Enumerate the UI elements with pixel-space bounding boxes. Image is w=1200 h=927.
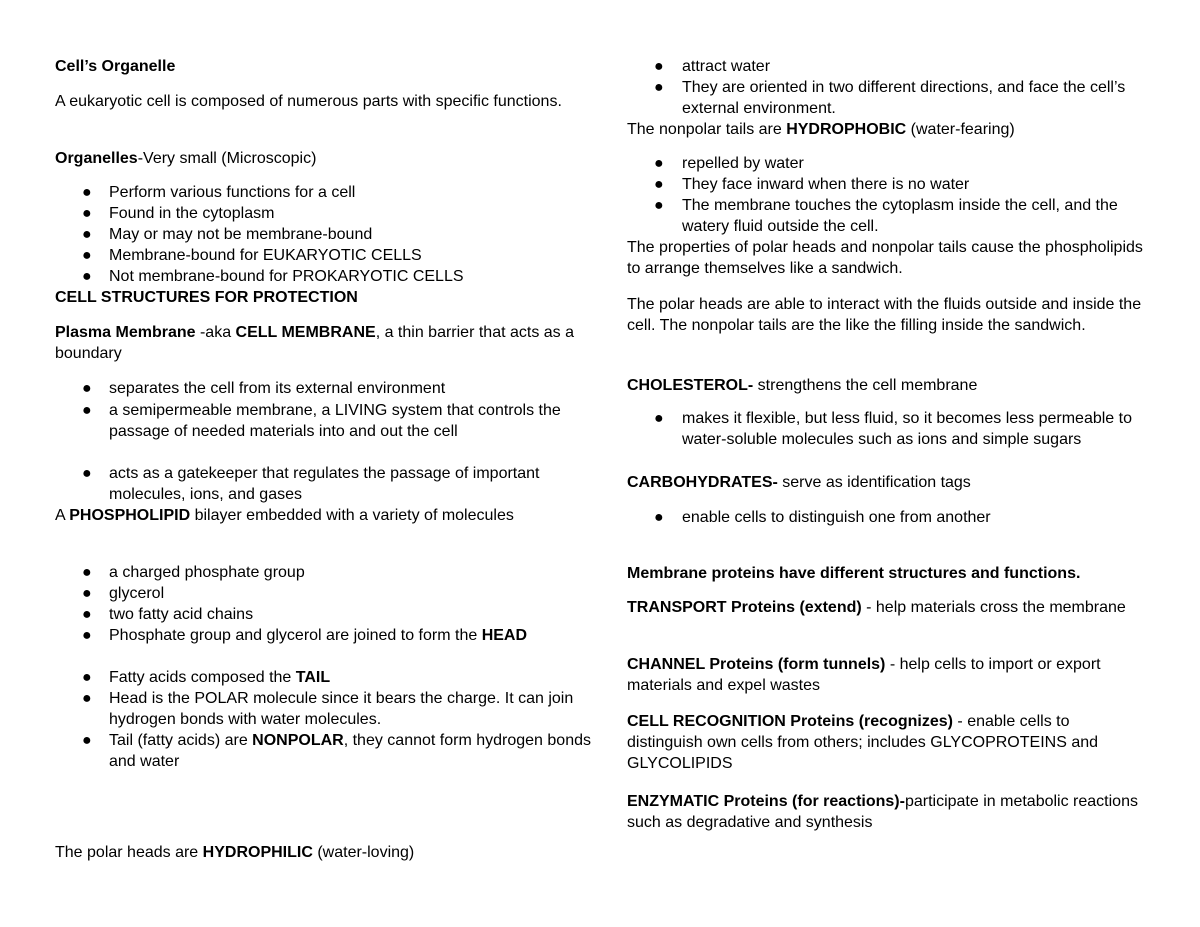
cholesterol-definition: CHOLESTEROL- strengthens the cell membrane — [627, 377, 978, 394]
interaction-paragraph: The polar heads are able to interact with the fluids outside and inside the cell. The nonpolar tails are the like the filling inside the sandwich. — [627, 296, 1142, 334]
organelles-definition: Organelles-Very small (Microscopic) — [55, 150, 317, 167]
list-item: ● two fatty acid chains — [82, 606, 254, 623]
intro-paragraph: A eukaryotic cell is composed of numerous parts with specific functions. — [55, 93, 562, 110]
list-item: ● repelled by water — [654, 155, 804, 172]
list-item: ● Not membrane-bound for PROKARYOTIC CELLS — [82, 268, 464, 285]
list-item: ● glycerol — [82, 585, 165, 602]
enzymatic-proteins-paragraph: ENZYMATIC Proteins (for reactions)-participate in metabolic reactions such as degradative and synthesis — [627, 793, 1138, 831]
list-item: ● acts as a gatekeeper that regulates the passage of important molecules, ions, and gases — [82, 465, 540, 503]
list-item: ● Fatty acids composed the TAIL — [82, 669, 331, 686]
list-item: ● Perform various functions for a cell — [82, 184, 356, 201]
hydrophobic-paragraph: The nonpolar tails are HYDROPHOBIC (water-fearing) — [627, 121, 1015, 138]
list-item: ● They face inward when there is no water — [654, 176, 970, 193]
list-item: ● attract water — [654, 58, 771, 75]
page-title: Cell’s Organelle — [55, 58, 176, 75]
list-item: ● a charged phosphate group — [82, 564, 305, 581]
list-item: ● Tail (fatty acids) are NONPOLAR, they cannot form hydrogen bonds and water — [82, 732, 591, 770]
sandwich-paragraph: The properties of polar heads and nonpolar tails cause the phospholipids to arrange themselves like a sandwich. — [627, 239, 1143, 277]
list-item: ● They are oriented in two different directions, and face the cell’s external environment. — [654, 79, 1126, 117]
plasma-membrane-definition: Plasma Membrane -aka CELL MEMBRANE, a thin barrier that acts as a boundary — [55, 324, 575, 362]
section-heading: Membrane proteins have different structures and functions. — [627, 565, 1081, 582]
transport-proteins-paragraph: TRANSPORT Proteins (extend) - help materials cross the membrane — [627, 599, 1126, 616]
list-item: ● The membrane touches the cytoplasm inside the cell, and the watery fluid outside the cell. — [654, 197, 1118, 235]
list-item: ● a semipermeable membrane, a LIVING system that controls the passage of needed materials into and out the cell — [82, 402, 561, 440]
list-item: ● Head is the POLAR molecule since it bears the charge. It can join hydrogen bonds with water molecules. — [82, 690, 574, 728]
list-item: ● Phosphate group and glycerol are joined to form the HEAD — [82, 627, 528, 644]
hydrophilic-paragraph: The polar heads are HYDROPHILIC (water-loving) — [55, 844, 415, 861]
phospholipid-paragraph: A PHOSPHOLIPID bilayer embedded with a variety of molecules — [55, 507, 514, 524]
list-item: ● Membrane-bound for EUKARYOTIC CELLS — [82, 247, 422, 264]
list-item: ● makes it flexible, but less fluid, so it becomes less permeable to water-soluble molecules such as ions and simple sugars — [654, 410, 1132, 448]
list-item: ● Found in the cytoplasm — [82, 205, 275, 222]
list-item: ● separates the cell from its external environment — [82, 380, 446, 397]
carbohydrates-definition: CARBOHYDRATES- serve as identification tags — [627, 474, 971, 491]
section-heading: CELL STRUCTURES FOR PROTECTION — [55, 289, 358, 306]
list-item: ● enable cells to distinguish one from another — [654, 509, 991, 526]
list-item: ● May or may not be membrane-bound — [82, 226, 373, 243]
channel-proteins-paragraph: CHANNEL Proteins (form tunnels) - help cells to import or export materials and expel wastes — [627, 656, 1101, 694]
recognition-proteins-paragraph: CELL RECOGNITION Proteins (recognizes) - enable cells to distinguish own cells from others; includes GLYCOPROTEINS and GLYCOLIPIDS — [627, 713, 1099, 772]
